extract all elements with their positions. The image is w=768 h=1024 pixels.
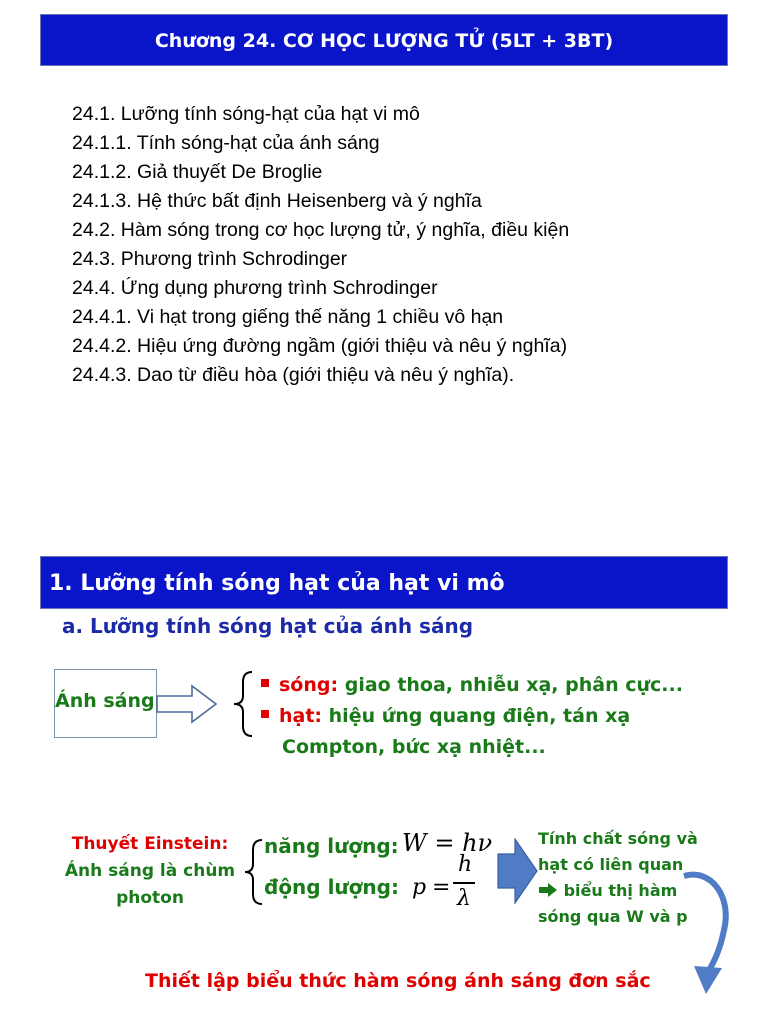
- momentum-equals: =: [432, 875, 451, 900]
- toc-item: 24.4. Ứng dụng phương trình Schrodinger: [72, 277, 438, 299]
- note-line-2: hạt có liên quan: [538, 855, 684, 874]
- toc-item: 24.2. Hàm sóng trong cơ học lượng tử, ý nghĩa, điều kiện: [72, 219, 570, 241]
- toc-item: 24.1. Lưỡng tính sóng-hạt của hạt vi mô: [72, 103, 420, 125]
- note-line-1: Tính chất sóng và: [538, 829, 698, 848]
- energy-formula: [402, 829, 492, 857]
- wave-line: [261, 674, 683, 696]
- momentum-label: động lượng:: [264, 875, 399, 899]
- right-block-arrow-icon: [497, 838, 539, 904]
- energy-rhs: hν: [462, 829, 493, 857]
- table-of-contents: [72, 100, 569, 390]
- toc-item: 24.1.3. Hệ thức bất định Heisenberg và ý nghĩa: [72, 190, 482, 212]
- chapter-title: Chương 24. CƠ HỌC LƯỢNG TỬ (5LT + 3BT): [154, 30, 614, 52]
- implies-arrow-icon: [538, 883, 558, 897]
- particle-line: [261, 705, 630, 727]
- einstein-line-3: photon: [116, 888, 184, 908]
- toc-item: 24.4.2. Hiệu ứng đường ngầm (giới thiệu và nêu ý nghĩa): [72, 335, 568, 357]
- light-box: [54, 669, 157, 738]
- wave-key: sóng:: [279, 674, 339, 696]
- curved-down-arrow-icon: [680, 868, 732, 996]
- einstein-line-1: Thuyết Einstein:: [71, 834, 229, 854]
- momentum-denominator: λ: [457, 886, 471, 911]
- toc-item: 24.3. Phương trình Schrodinger: [72, 248, 348, 270]
- fraction-bar: [453, 882, 475, 884]
- left-brace-icon: [240, 838, 266, 906]
- light-box-label: Ánh sáng: [55, 690, 155, 712]
- momentum-lhs: p: [412, 875, 427, 900]
- right-outline-arrow-icon: [156, 684, 218, 724]
- chapter-title-banner: [40, 14, 728, 66]
- particle-key: hạt:: [279, 705, 323, 727]
- subsection-title: a. Lưỡng tính sóng hạt của ánh sáng: [62, 614, 474, 638]
- einstein-theory: [62, 831, 238, 912]
- toc-item: 24.4.3. Dao từ điều hòa (giới thiệu và nêu ý nghĩa).: [72, 364, 515, 386]
- energy-label: năng lượng:: [264, 834, 399, 858]
- note-line-3: biểu thị hàm: [538, 878, 698, 904]
- square-bullet-icon: [261, 710, 269, 718]
- section-title: 1. Lưỡng tính sóng hạt của hạt vi mô: [49, 571, 505, 596]
- relation-note: [538, 826, 698, 930]
- conclusion-text: Thiết lập biểu thức hàm sóng ánh sáng đơn sắc: [145, 970, 651, 992]
- section-title-banner: [40, 556, 728, 609]
- wave-text: giao thoa, nhiễu xạ, phân cực...: [344, 674, 683, 696]
- toc-item: 24.1.1. Tính sóng-hạt của ánh sáng: [72, 132, 380, 154]
- toc-item: 24.4.1. Vi hạt trong giếng thế năng 1 chiều vô hạn: [72, 306, 504, 328]
- einstein-line-2: Ánh sáng là chùm: [64, 861, 236, 881]
- left-brace-icon: [228, 670, 256, 738]
- note-line-4: sóng qua W và p: [538, 907, 688, 926]
- energy-equals: =: [434, 829, 455, 857]
- particle-text: hiệu ứng quang điện, tán xạ: [328, 705, 631, 727]
- energy-lhs: W: [402, 829, 427, 857]
- square-bullet-icon: [261, 679, 269, 687]
- toc-item: 24.1.2. Giả thuyết De Broglie: [72, 161, 323, 183]
- particle-text-continued: Compton, bức xạ nhiệt...: [282, 736, 546, 758]
- momentum-numerator: h: [458, 852, 473, 877]
